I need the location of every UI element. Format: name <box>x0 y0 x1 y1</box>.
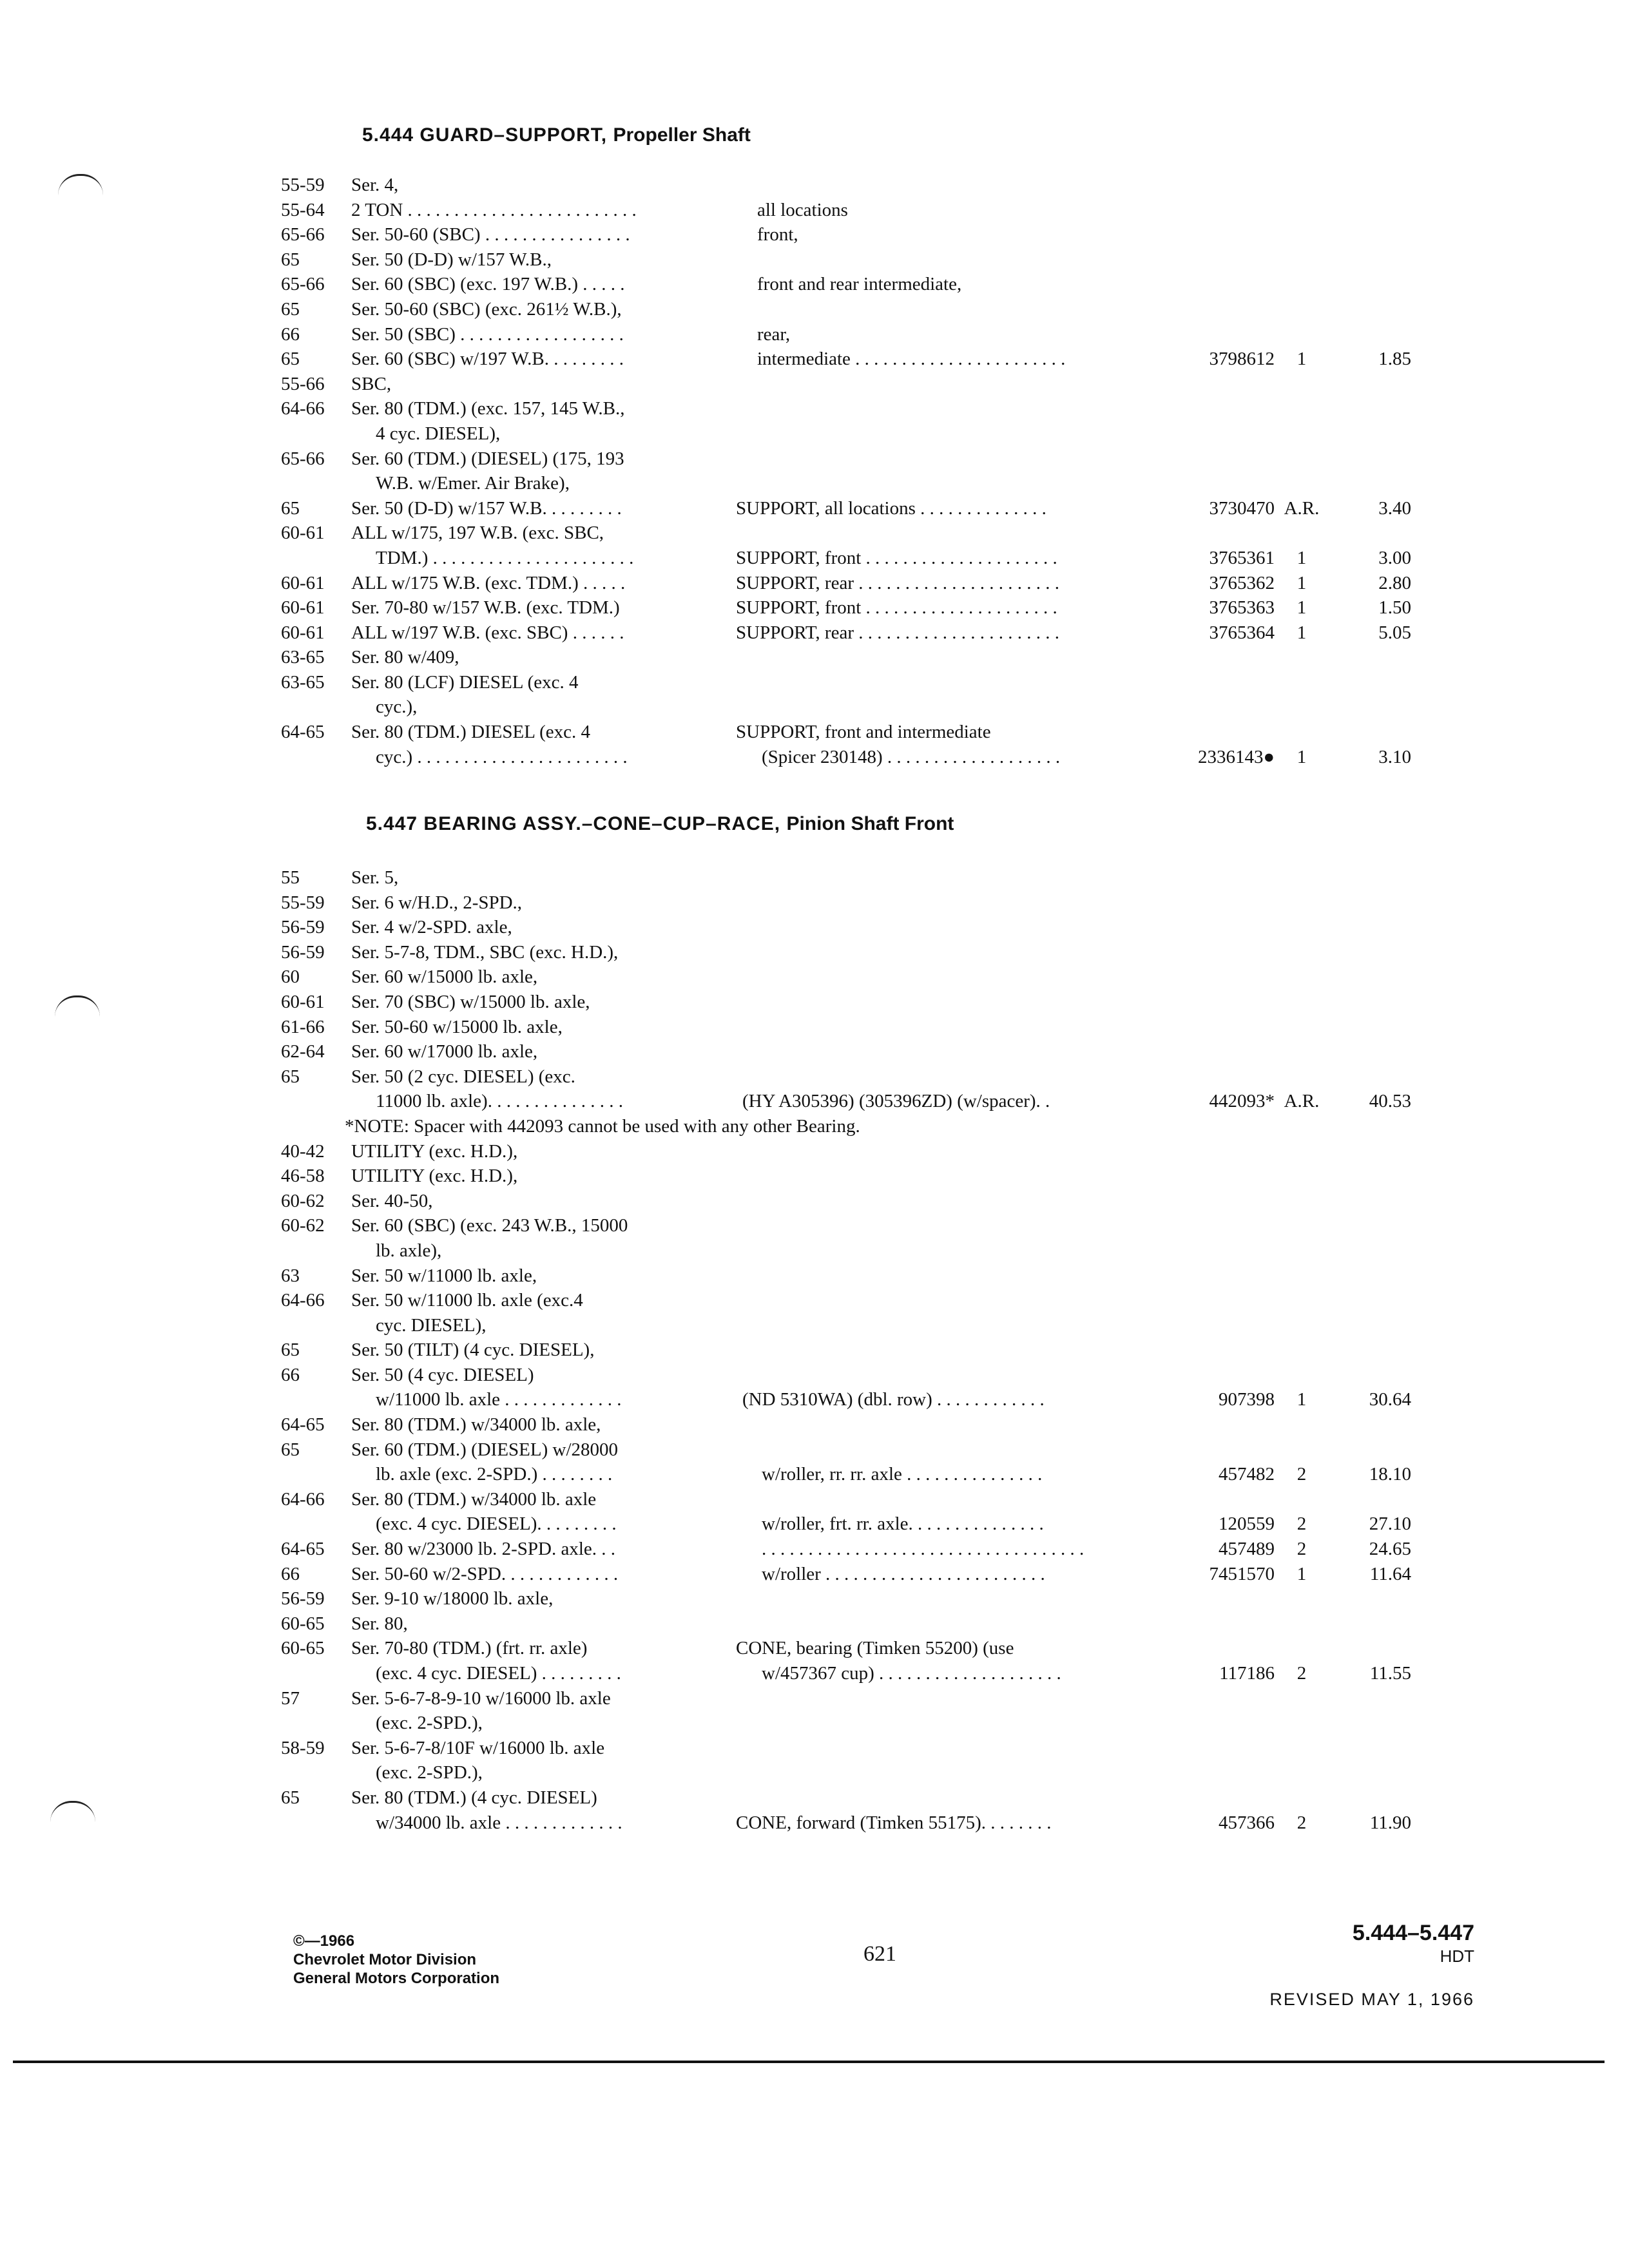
cell-qt: 1 <box>1296 349 1307 370</box>
cell-yr: 65-66 <box>281 224 325 245</box>
cell-yr: 56-59 <box>281 917 325 938</box>
cell-pn: 3765361 <box>1209 547 1275 568</box>
cell-ap: Ser. 9-10 w/18000 lb. axle, <box>351 1588 554 1610</box>
cell-yr: 64-66 <box>281 1290 325 1311</box>
cell-ap: ALL w/175, 197 W.B. (exc. SBC, <box>351 523 604 544</box>
cell-yr: 66 <box>281 1364 300 1385</box>
cell-yr: 65 <box>281 298 300 320</box>
cell-yr: 65-66 <box>281 274 325 295</box>
part-row <box>0 396 1629 421</box>
cell-ap: Ser. 60 (SBC) (exc. 197 W.B.) . . . . . <box>351 274 625 295</box>
cell-yr: 60-65 <box>281 1638 325 1659</box>
cell-pn: 3765363 <box>1209 597 1275 619</box>
cell-pr: 40.53 <box>1369 1091 1411 1112</box>
cell-yr: 55-59 <box>281 175 325 195</box>
cell-ds: w/roller, frt. rr. axle. . . . . . . . . . . . . . . <box>762 1514 1044 1535</box>
part-row <box>0 1611 1629 1637</box>
cell-yr: 60-61 <box>281 597 325 619</box>
part-row <box>0 865 1629 890</box>
part-row <box>0 421 1629 447</box>
cell-ap: Ser. 5-6-7-8/10F w/16000 lb. axle <box>351 1737 605 1758</box>
cell-yr: 63-65 <box>281 671 325 693</box>
cell-pr: 1.50 <box>1378 597 1411 619</box>
part-row <box>0 322 1629 347</box>
cell-yr: 65 <box>281 497 300 519</box>
cell-ap: Ser. 70 (SBC) w/15000 lb. axle, <box>351 991 590 1012</box>
cell-ap: Ser. 50 (SBC) . . . . . . . . . . . . . . . . . . <box>351 323 624 345</box>
cell-ap: (exc. 2-SPD.), <box>376 1713 483 1734</box>
cell-note: *NOTE: Spacer with 442093 cannot be used with any other Bearing. <box>345 1115 860 1137</box>
cell-ds: (ND 5310WA) (dbl. row) . . . . . . . . . . . . <box>742 1389 1045 1410</box>
part-row <box>0 247 1629 273</box>
part-row <box>0 471 1629 496</box>
section-range-block <box>1353 1920 1474 1966</box>
cell-ds: front and rear intermediate, <box>757 274 962 295</box>
cell-yr: 55-66 <box>281 373 325 394</box>
cell-ds: SUPPORT, front . . . . . . . . . . . . . . . . . . . . . <box>736 547 1057 568</box>
part-row <box>0 546 1629 571</box>
publisher-block <box>293 1932 499 1988</box>
cell-ap: 11000 lb. axle). . . . . . . . . . . . . . . <box>376 1091 623 1112</box>
cell-ap: Ser. 80 w/409, <box>351 647 459 668</box>
cell-yr: 64-66 <box>281 1488 325 1510</box>
cell-ap: Ser. 5-7-8, TDM., SBC (exc. H.D.), <box>351 941 619 963</box>
cell-ap: Ser. 80 (TDM.) w/34000 lb. axle, <box>351 1414 601 1436</box>
part-row <box>0 620 1629 646</box>
cell-ap: (exc. 4 cyc. DIESEL). . . . . . . . . <box>376 1514 617 1535</box>
part-row <box>0 1711 1629 1736</box>
cell-yr: 63 <box>281 1265 300 1286</box>
part-row <box>0 571 1629 596</box>
cell-ap: Ser. 70-80 w/157 W.B. (exc. TDM.) <box>351 597 620 619</box>
cell-ap: 4 cyc. DIESEL), <box>376 423 501 444</box>
cell-yr: 65 <box>281 1340 300 1361</box>
part-row <box>0 198 1629 223</box>
part-row <box>0 347 1629 372</box>
cell-yr: 61-66 <box>281 1016 325 1037</box>
cell-yr: 62-64 <box>281 1041 325 1062</box>
section-title: BEARING ASSY.–CONE–CUP–RACE, <box>423 813 781 834</box>
part-row <box>0 1189 1629 1214</box>
cell-ap: (exc. 2-SPD.), <box>376 1762 483 1783</box>
part-row <box>0 1586 1629 1611</box>
part-row <box>0 1785 1629 1811</box>
part-row <box>0 1338 1629 1363</box>
section-title: GUARD–SUPPORT, <box>419 124 608 146</box>
cell-qt: 1 <box>1296 572 1307 593</box>
cell-yr: 60-62 <box>281 1190 325 1211</box>
cell-pn: 457366 <box>1219 1812 1275 1833</box>
cell-qt: 2 <box>1296 1663 1307 1684</box>
cell-ap: Ser. 80 (TDM.) (4 cyc. DIESEL) <box>351 1787 597 1808</box>
cell-yr: 65 <box>281 349 300 370</box>
cell-pr: 24.65 <box>1369 1539 1411 1560</box>
part-row <box>0 695 1629 720</box>
cell-pr: 18.10 <box>1369 1464 1411 1485</box>
part-row <box>0 1015 1629 1040</box>
part-row <box>0 1487 1629 1512</box>
cell-ap: UTILITY (exc. H.D.), <box>351 1140 518 1162</box>
cell-ap: cyc.), <box>376 697 418 718</box>
cell-pn: 3765364 <box>1209 622 1275 643</box>
cell-pr: 1.85 <box>1378 349 1411 370</box>
part-row <box>0 940 1629 965</box>
part-row <box>0 670 1629 695</box>
part-row <box>0 645 1629 670</box>
part-row <box>0 1661 1629 1686</box>
cell-ap: Ser. 50-60 w/15000 lb. axle, <box>351 1016 563 1037</box>
part-row <box>0 1736 1629 1761</box>
cell-qt: 2 <box>1296 1539 1307 1560</box>
cell-ap: cyc. DIESEL), <box>376 1314 487 1336</box>
cell-qt: 1 <box>1296 547 1307 568</box>
cell-yr: 65 <box>281 1787 300 1808</box>
cell-pr: 30.64 <box>1369 1389 1411 1410</box>
cell-pr: 3.10 <box>1378 746 1411 767</box>
cell-pr: 11.90 <box>1369 1812 1411 1833</box>
cell-yr: 56-59 <box>281 941 325 963</box>
cell-yr: 60-61 <box>281 523 325 544</box>
cell-qt: A.R. <box>1284 497 1320 519</box>
cell-ap: Ser. 50 (TILT) (4 cyc. DIESEL), <box>351 1340 595 1361</box>
cell-pn: 442093* <box>1209 1091 1275 1112</box>
cell-ap: Ser. 50-60 (SBC) . . . . . . . . . . . . . . . . <box>351 224 630 245</box>
part-row <box>0 990 1629 1015</box>
cell-pr: 3.40 <box>1378 497 1411 519</box>
part-row <box>0 595 1629 620</box>
cell-ap: Ser. 50 (D-D) w/157 W.B., <box>351 249 552 270</box>
part-row <box>0 1811 1629 1836</box>
cell-pr: 2.80 <box>1378 572 1411 593</box>
cell-ds: front, <box>757 224 798 245</box>
part-row <box>0 1562 1629 1587</box>
cell-yr: 64-65 <box>281 1539 325 1560</box>
cell-ds: CONE, forward (Timken 55175). . . . . . . . <box>736 1812 1052 1833</box>
cell-pr: 11.64 <box>1369 1563 1411 1584</box>
part-row <box>0 890 1629 916</box>
part-row <box>0 1238 1629 1264</box>
cell-ds: w/roller, rr. rr. axle . . . . . . . . . . . . . . . <box>762 1464 1043 1485</box>
part-row <box>0 1264 1629 1289</box>
part-row <box>0 1636 1629 1661</box>
cell-pr: 27.10 <box>1369 1514 1411 1535</box>
cell-ap: Ser. 40-50, <box>351 1190 433 1211</box>
cell-yr: 64-65 <box>281 1414 325 1436</box>
cell-ap: 2 TON . . . . . . . . . . . . . . . . . . . . . . . . . <box>351 199 637 220</box>
part-row <box>0 1462 1629 1487</box>
cell-yr: 56-59 <box>281 1588 325 1610</box>
section-range: 5.444–5.447 <box>1352 1921 1474 1945</box>
cell-ap: Ser. 5-6-7-8-9-10 w/16000 lb. axle <box>351 1687 611 1709</box>
part-row <box>0 173 1629 198</box>
cell-yr: 46-58 <box>281 1166 325 1187</box>
part-row <box>0 1760 1629 1785</box>
part-row <box>0 222 1629 247</box>
cell-ds: (Spicer 230148) . . . . . . . . . . . . . . . . . . . <box>762 746 1061 767</box>
cell-ap: TDM.) . . . . . . . . . . . . . . . . . . . . . . <box>376 547 634 568</box>
cell-ap: Ser. 4, <box>351 175 399 195</box>
cell-ap: Ser. 60 (TDM.) (DIESEL) (175, 193 <box>351 448 624 469</box>
cell-ap: Ser. 50-60 w/2-SPD. . . . . . . . . . . . . <box>351 1563 619 1584</box>
part-row <box>0 272 1629 297</box>
cell-pn: 3730470 <box>1209 497 1275 519</box>
cell-ap: W.B. w/Emer. Air Brake), <box>376 473 570 494</box>
part-row <box>0 1213 1629 1238</box>
cell-ap: Ser. 50 (D-D) w/157 W.B. . . . . . . . . <box>351 497 622 519</box>
cell-ds: . . . . . . . . . . . . . . . . . . . . . . . . . . . . . . . . . . . <box>762 1539 1084 1560</box>
part-row <box>0 372 1629 397</box>
cell-ds: SUPPORT, all locations . . . . . . . . . . . . . . <box>736 497 1046 519</box>
part-row <box>0 1437 1629 1463</box>
cell-yr: 65 <box>281 1066 300 1087</box>
part-row <box>0 1114 1629 1139</box>
cell-ap: Ser. 80 (LCF) DIESEL (exc. 4 <box>351 671 579 693</box>
part-row <box>0 720 1629 745</box>
cell-yr: 60-62 <box>281 1215 325 1236</box>
part-row <box>0 1089 1629 1114</box>
part-row <box>0 1139 1629 1164</box>
cell-ds: SUPPORT, rear . . . . . . . . . . . . . . . . . . . . . . <box>736 622 1059 643</box>
part-row <box>0 447 1629 472</box>
bottom-rule <box>13 2061 1605 2063</box>
cell-qt: 1 <box>1296 1563 1307 1584</box>
cell-ap: Ser. 80 w/23000 lb. 2-SPD. axle. . . <box>351 1539 616 1560</box>
cell-pr: 3.00 <box>1378 547 1411 568</box>
cell-pr: 5.05 <box>1378 622 1411 643</box>
part-row <box>0 1363 1629 1388</box>
section-heading-5-447 <box>366 813 954 835</box>
section-5-447-rows <box>0 865 1629 1835</box>
cell-ap: w/34000 lb. axle . . . . . . . . . . . . . <box>376 1812 622 1833</box>
cell-qt: 1 <box>1296 622 1307 643</box>
cell-ds: intermediate . . . . . . . . . . . . . . . . . . . . . . . <box>757 349 1066 370</box>
part-row <box>0 1288 1629 1313</box>
cell-yr: 55-59 <box>281 892 325 913</box>
part-row <box>0 1387 1629 1412</box>
part-row <box>0 1064 1629 1090</box>
cell-qt: 2 <box>1296 1812 1307 1833</box>
cell-yr: 55-64 <box>281 199 325 220</box>
part-row <box>0 1039 1629 1064</box>
part-row <box>0 1164 1629 1189</box>
cell-yr: 60 <box>281 966 300 988</box>
cell-ds: SUPPORT, rear . . . . . . . . . . . . . . . . . . . . . . <box>736 572 1059 593</box>
cell-ap: Ser. 60 (SBC) w/197 W.B. . . . . . . . . <box>351 349 624 370</box>
part-row <box>0 1313 1629 1338</box>
hdt-label: HDT <box>1440 1946 1474 1966</box>
cell-yr: 60-61 <box>281 991 325 1012</box>
cell-ds: (HY A305396) (305396ZD) (w/spacer). . <box>742 1091 1050 1112</box>
cell-ap: (exc. 4 cyc. DIESEL) . . . . . . . . . <box>376 1663 621 1684</box>
cell-pn: 2336143● <box>1197 746 1275 767</box>
cell-yr: 65 <box>281 249 300 270</box>
corporation: General Motors Corporation <box>293 1970 500 1987</box>
section-number: 5.447 <box>366 813 418 834</box>
cell-yr: 55 <box>281 867 300 888</box>
cell-ds: SUPPORT, front . . . . . . . . . . . . . . . . . . . . . <box>736 597 1057 619</box>
cell-yr: 58-59 <box>281 1737 325 1758</box>
cell-ap: w/11000 lb. axle . . . . . . . . . . . . . <box>376 1389 622 1410</box>
revised-date: REVISED MAY 1, 1966 <box>1269 1990 1474 2009</box>
cell-ap: lb. axle), <box>376 1240 442 1261</box>
section-5-444-rows <box>0 173 1629 769</box>
cell-ap: UTILITY (exc. H.D.), <box>351 1166 518 1187</box>
cell-ap: Ser. 50-60 (SBC) (exc. 261½ W.B.), <box>351 298 622 320</box>
cell-yr: 40-42 <box>281 1140 325 1162</box>
cell-ds: SUPPORT, front and intermediate <box>736 722 991 743</box>
cell-ap: ALL w/175 W.B. (exc. TDM.) . . . . . <box>351 572 626 593</box>
part-row <box>0 496 1629 521</box>
cell-ap: Ser. 6 w/H.D., 2-SPD., <box>351 892 523 913</box>
part-row <box>0 745 1629 770</box>
cell-ds: rear, <box>757 323 791 345</box>
cell-qt: 1 <box>1296 1389 1307 1410</box>
cell-ap: cyc.) . . . . . . . . . . . . . . . . . . . . . . . <box>376 746 628 767</box>
cell-ap: Ser. 80, <box>351 1613 408 1634</box>
page-number: 621 <box>863 1942 896 1966</box>
cell-qt: 1 <box>1296 597 1307 619</box>
cell-pn: 457489 <box>1219 1539 1275 1560</box>
cell-ap: Ser. 80 (TDM.) w/34000 lb. axle <box>351 1488 597 1510</box>
cell-ap: Ser. 4 w/2-SPD. axle, <box>351 917 512 938</box>
cell-yr: 64-66 <box>281 398 325 419</box>
cell-ap: Ser. 5, <box>351 867 399 888</box>
cell-ap: SBC, <box>351 373 392 394</box>
part-row <box>0 1412 1629 1437</box>
cell-pn: 7451570 <box>1209 1563 1275 1584</box>
cell-pn: 117186 <box>1219 1663 1275 1684</box>
part-row <box>0 915 1629 940</box>
cell-ap: Ser. 60 (SBC) (exc. 243 W.B., 15000 <box>351 1215 628 1236</box>
cell-yr: 64-65 <box>281 722 325 743</box>
cell-yr: 63-65 <box>281 647 325 668</box>
cell-yr: 65-66 <box>281 448 325 469</box>
cell-ds: CONE, bearing (Timken 55200) (use <box>736 1638 1014 1659</box>
cell-yr: 60-61 <box>281 622 325 643</box>
cell-pn: 457482 <box>1219 1464 1275 1485</box>
cell-pn: 3765362 <box>1209 572 1275 593</box>
section-subtitle: Propeller Shaft <box>613 124 751 146</box>
part-row <box>0 1537 1629 1562</box>
section-subtitle: Pinion Shaft Front <box>786 813 954 834</box>
cell-ap: Ser. 50 w/11000 lb. axle, <box>351 1265 537 1286</box>
cell-ap: Ser. 70-80 (TDM.) (frt. rr. axle) <box>351 1638 588 1659</box>
cell-pr: 11.55 <box>1369 1663 1411 1684</box>
cell-ap: Ser. 60 w/17000 lb. axle, <box>351 1041 538 1062</box>
cell-ap: Ser. 60 w/15000 lb. axle, <box>351 966 538 988</box>
cell-qt: A.R. <box>1284 1091 1320 1112</box>
part-row <box>0 1686 1629 1711</box>
cell-ds: w/roller . . . . . . . . . . . . . . . . . . . . . . . . <box>762 1563 1045 1584</box>
cell-ds: w/457367 cup) . . . . . . . . . . . . . . . . . . . . <box>762 1663 1061 1684</box>
cell-pn: 907398 <box>1219 1389 1275 1410</box>
section-number: 5.444 <box>362 124 414 146</box>
cell-ap: Ser. 80 (TDM.) DIESEL (exc. 4 <box>351 722 591 743</box>
cell-ap: Ser. 80 (TDM.) (exc. 157, 145 W.B., <box>351 398 625 419</box>
section-heading-5-444 <box>362 124 751 146</box>
cell-qt: 1 <box>1296 746 1307 767</box>
cell-ap: Ser. 50 (2 cyc. DIESEL) (exc. <box>351 1066 575 1087</box>
part-row <box>0 521 1629 546</box>
part-row <box>0 965 1629 990</box>
cell-ap: ALL w/197 W.B. (exc. SBC) . . . . . . <box>351 622 624 643</box>
cell-ap: Ser. 60 (TDM.) (DIESEL) w/28000 <box>351 1439 619 1460</box>
cell-pn: 120559 <box>1219 1514 1275 1535</box>
copyright: ©—1966 <box>293 1932 355 1950</box>
cell-yr: 60-65 <box>281 1613 325 1634</box>
cell-yr: 65 <box>281 1439 300 1460</box>
division: Chevrolet Motor Division <box>293 1951 477 1968</box>
cell-yr: 66 <box>281 323 300 345</box>
cell-ap: lb. axle (exc. 2-SPD.) . . . . . . . . <box>376 1464 613 1485</box>
cell-yr: 66 <box>281 1563 300 1584</box>
cell-pn: 3798612 <box>1209 349 1275 370</box>
cell-yr: 57 <box>281 1687 300 1709</box>
cell-qt: 2 <box>1296 1464 1307 1485</box>
part-row <box>0 1512 1629 1537</box>
cell-ds: all locations <box>757 199 848 220</box>
cell-yr: 60-61 <box>281 572 325 593</box>
part-row <box>0 297 1629 322</box>
cell-ap: Ser. 50 w/11000 lb. axle (exc.4 <box>351 1290 583 1311</box>
cell-ap: Ser. 50 (4 cyc. DIESEL) <box>351 1364 534 1385</box>
cell-qt: 2 <box>1296 1514 1307 1535</box>
